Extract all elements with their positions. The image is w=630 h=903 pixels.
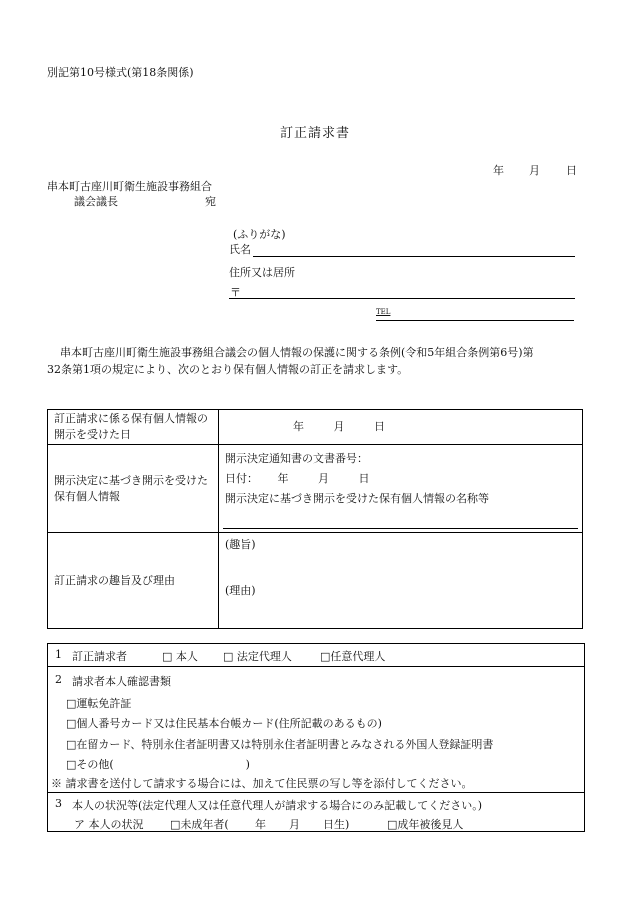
checkbox-self[interactable]: □ 本人 bbox=[162, 650, 198, 663]
checkbox-residence-card[interactable]: □在留カード、特別永住者証明書又は特別永住者証明書とみなされる外国人登録証明書 bbox=[66, 738, 494, 751]
row1-day: 日 bbox=[374, 420, 385, 433]
furigana-label: (ふりがな) bbox=[233, 228, 286, 241]
addressee-suffix: 宛 bbox=[205, 195, 216, 208]
row1-month: 月 bbox=[333, 420, 345, 433]
checkbox-my-number-card[interactable]: □個人番号カード又は住民基本台帳カード(住所記載のあるもの) bbox=[66, 717, 382, 730]
addressee-org: 串本町古座川町衛生施設事務組合 bbox=[47, 180, 212, 193]
address-field[interactable] bbox=[229, 298, 575, 299]
addressee-position: 議会議長 bbox=[74, 195, 118, 208]
section2-title: 請求者本人確認書類 bbox=[72, 675, 171, 688]
purpose-reason-field[interactable] bbox=[219, 533, 583, 629]
purpose-reason-label: 訂正請求の趣旨及び理由 bbox=[48, 533, 219, 629]
reason-label: (理由) bbox=[225, 584, 256, 597]
disclosure-date-field[interactable] bbox=[219, 410, 583, 445]
minor-day-suffix: 日生) bbox=[323, 818, 350, 831]
row2-date-label: 日付： bbox=[225, 472, 258, 485]
correction-table bbox=[47, 409, 583, 629]
row1-year: 年 bbox=[293, 420, 304, 433]
body-text-line1: 串本町古座川町衛生施設事務組合議会の個人情報の保護に関する条例(令和5年組合条例第6号)第 bbox=[60, 346, 534, 359]
checkbox-other[interactable]: □その他( ) bbox=[66, 758, 250, 771]
row2-day: 日 bbox=[358, 472, 370, 485]
name-label: 氏名 bbox=[229, 243, 251, 256]
checkbox-adult-ward[interactable]: □成年被後見人 bbox=[387, 818, 464, 831]
date-day: 日 bbox=[566, 164, 577, 177]
disclosure-date-label: 訂正請求に係る保有個人情報の開示を受けた日 bbox=[48, 410, 219, 445]
disclosed-info-label: 開示決定に基づき開示を受けた保有個人情報 bbox=[48, 445, 219, 533]
body-text-line2: 32条第1項の規定により、次のとおり保有個人情報の訂正を請求します。 bbox=[47, 363, 409, 376]
purpose-label: (趣旨) bbox=[225, 538, 256, 551]
row2-year: 年 bbox=[277, 472, 289, 485]
disclosed-info-field[interactable] bbox=[219, 445, 583, 533]
section2-note: ※ 請求書を送付して請求する場合には、加えて住民票の写し等を添付してください。 bbox=[51, 777, 473, 790]
name-field[interactable] bbox=[253, 256, 575, 257]
section2-number: 2 bbox=[55, 673, 62, 686]
divider-2 bbox=[47, 792, 584, 793]
row2-month: 月 bbox=[318, 472, 329, 485]
principal-status-label: ア 本人の状況 bbox=[74, 818, 144, 831]
section1-title: 訂正請求者 bbox=[72, 650, 127, 663]
checkbox-minor[interactable]: □未成年者( bbox=[170, 818, 229, 831]
tel-label: TEL bbox=[376, 308, 391, 316]
date-year: 年 bbox=[493, 164, 504, 177]
document-title: 訂正請求書 bbox=[280, 126, 351, 141]
address-label: 住所又は居所 bbox=[229, 266, 295, 279]
section1-number: 1 bbox=[55, 648, 62, 661]
checkbox-voluntary-agent[interactable]: □任意代理人 bbox=[320, 650, 386, 663]
postal-mark: 〒 bbox=[230, 286, 241, 299]
checkbox-legal-agent[interactable]: □ 法定代理人 bbox=[223, 650, 292, 663]
minor-year: 年 bbox=[255, 818, 266, 831]
divider-1 bbox=[47, 666, 584, 667]
section3-title: 本人の状況等(法定代理人又は任意代理人が請求する場合にのみ記載してください。) bbox=[72, 799, 483, 812]
date-month: 月 bbox=[529, 164, 540, 177]
info-name-label: 開示決定に基づき開示を受けた保有個人情報の名称等 bbox=[225, 492, 489, 505]
minor-month: 月 bbox=[289, 818, 300, 831]
checkbox-drivers-license[interactable]: □運転免許証 bbox=[66, 697, 132, 710]
doc-number-label: 開示決定通知書の文書番号： bbox=[225, 452, 368, 465]
form-reference: 別記第10号様式(第18条関係) bbox=[47, 66, 194, 79]
tel-field[interactable] bbox=[376, 320, 574, 321]
info-name-line bbox=[223, 528, 578, 529]
section3-number: 3 bbox=[55, 797, 62, 810]
